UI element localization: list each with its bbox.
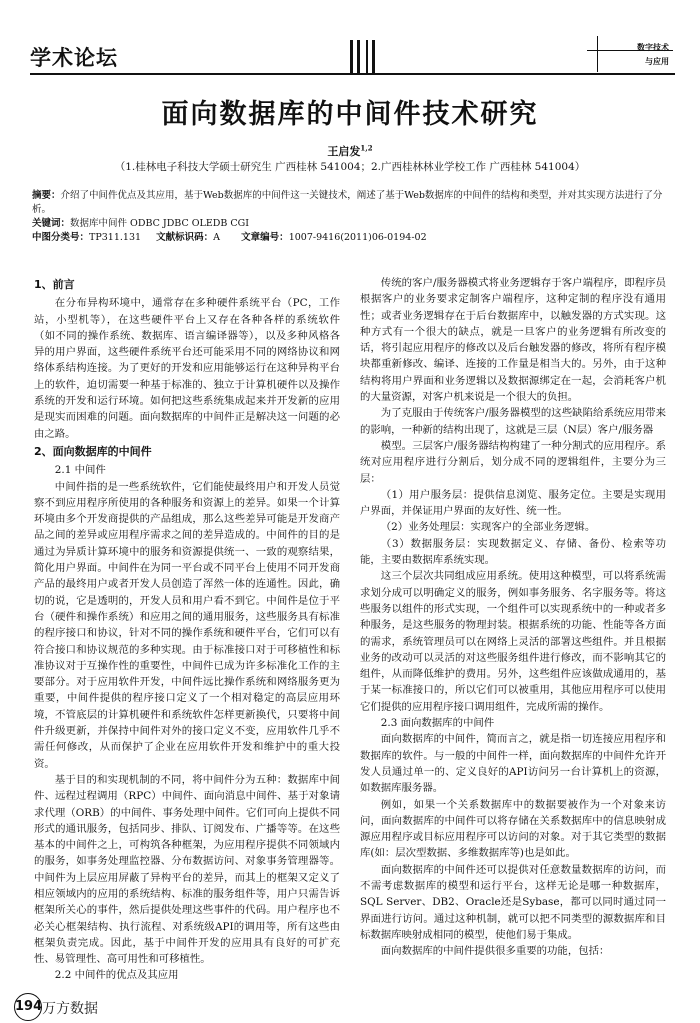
keywords-label: 关键词： (32, 218, 71, 229)
paragraph: 面向数据库的中间件提供很多重要的功能，包括： (380, 945, 610, 958)
author-affil-sup: 1,2 (360, 143, 373, 153)
keywords-text: 数据库中间件 ODBC JDBC OLEDB CGI (70, 218, 250, 229)
subsection-heading: 2.2 中间件的优点及其应用 (54, 969, 179, 982)
logo-line2: 与应用 (645, 57, 669, 66)
page-number: 194 (14, 993, 42, 1021)
paragraph: 在分布异构环境中，通常存在多种硬件系统平台（PC，工作站，小型机等），在这些硬件平台上又存在各种各样的系统软件（如不同的操作系统、数据库、语言编译器等），以及多种风格各异的用户界面，这些硬件系统平台还可能采用不同的网络协议和网络体系结构连接。为了更好的开发和应用能够运行在这种异构平台上的软件，迫切需要一种基于标准的、独立于计算机硬件以及操作系统的开发和运行环境。如何把这些系统集成起来并开发新的应用是现实而困难的问题。面向数据库的中间件正是解决这一问题的必由之路。 (34, 297, 340, 440)
paragraph: 为了克服由于传统客户/服务器模型的这些缺陷给系统应用带来的影响，一种新的结构出现了，这就是三层（N层）客户/服务器 (360, 407, 666, 436)
paragraph: 面向数据库的中间件还可以提供对任意数量数据库的访问，而不需考虑数据库的模型和运行平台，这样无论是哪一种数据库，SQL Server、DB2、Oracle还是Sybase，都可以同时通过同一界面进行访问。通过这种机制，就可以把不同类型的源数据库和目标数据库映射成相同的模型，使他们易于集成。 (360, 863, 666, 941)
logo-line1: 数字技术 (637, 43, 669, 52)
article-label: 文章编号： (241, 232, 289, 243)
paragraph: 基于目的和实现机制的不同，将中间件分为五种：数据库中间件、远程过程调用（RPC）中间件、面向消息中间件、基于对象请求代理（ORB）的中间件、事务处理中间件。它们可向上提供不同形式的通讯服务，包括同步、排队、订阅发布、广播等等。在这些基本的中间件之上，可构筑各种框架，为应用程序提供不同领域内的服务，如事务处理监控器、分布数据访问、对象事务管理器等。中间件为上层应用屏蔽了异构平台的差异，而其上的框架又定义了相应领域内的应用的系统结构、标准的服务组件等，用户只需告诉框架所关心的事件，然后提供处理这些事件的代码。用户程序也不必关心框架结构、执行流程、对系统级API的调用等，所有这些由框架负责完成。因此，基于中间件开发的应用具有良好的可扩充性、易管理性、高可用性和可移植性。 (34, 773, 340, 966)
doc-label: 文献标识码： (156, 232, 214, 243)
paragraph: 这三个层次共同组成应用系统。使用这种模型，可以将系统需求划分成可以明确定义的服务，例如事务服务、名字服务等。将这些服务以组件的形式实现，一个组件可以实现系统中的一种或者多种服务，是这些服务的物理封装。根据系统的功能、性能等各方面的需求，系统管理员可以在网络上灵活的部署这些组件。并且根据业务的改动可以灵活的对这些服务组件进行修改，而不影响其它的组件，从而降低维护的费用。另外，这些组件应该做成通用的，基于某一标准接口的，所以它们可以被重用，其他应用程序可以使用它们提供的应用程序接口调用组件，完成所需的操作。 (360, 570, 666, 713)
journal-logo (587, 36, 675, 74)
paragraph: 面向数据库的中间件，简而言之，就是指一切连接应用程序和数据库的软件。与一般的中间件一样，面向数据库的中间件允许开发人员通过单一的、定义良好的API访问另一台计算机上的资源，如数据库服务器。 (360, 733, 666, 795)
subsection-heading: 2.3 面向数据库的中间件 (380, 717, 495, 730)
article-value: 1007-9416(2011)06-0194-02 (288, 232, 427, 243)
abstract-text: 介绍了中间件优点及其应用，基于Web数据库的中间件这一关键技术，阐述了基于Web数据库的中间件的结构和类型，并对其实现方法进行了分析。 (32, 190, 663, 215)
watermark: 万方数据 (42, 1001, 98, 1017)
paragraph: 模型。三层客户/服务器结构构建了一种分割式的应用程序。系统对应用程序进行分割后，划分成不同的逻辑组件，主要分为三层： (360, 439, 666, 485)
paragraph: 中间件指的是一些系统软件，它们能使最终用户和开发人员觉察不到应用程序所使用的各种服务和资源上的差异。如果一个计算环境由多个开发商提供的产品组成，那么这些差异可能是开发商产品之间的差异或应用程序需求之间的差异造成的。中间件的目的是通过为异质计算环境中的服务和资源提供统一、一致的观察结果，简化用户界面。中间件在为同一平台或不同平台上使用不同开发商产品的最终用户或者开发人员创造了浑然一体的连通性。因此，确切的说，它是透明的，开发人员和用户看不到它。中间件是位于平台（硬件和操作系统）和应用之间的通用服务，这些服务具有标准的程序接口和协议，针对不同的操作系统和硬件平台，它们可以有符合接口和协议规范的多种实现。由于标准接口对于可移植性和标准协议对于互操作性的重要性，中间件已成为许多标准化工作的主要部分。对于应用软件开发，中间件远比操作系统和网络服务更为重要，中间件提供的程序接口定义了一个相对稳定的高层应用环境，不管底层的计算机硬件和系统软件怎样更新换代，只要将中间件升级更新，并保持中间件对外的接口定义不变，应用软件几乎不需任何修改，从而保护了企业在应用软件开发和维护中的重大投资。 (34, 480, 340, 770)
right-column (360, 275, 666, 959)
left-column (34, 275, 340, 984)
list-item: （2）业务处理层：实现客户的全部业务逻辑。 (380, 521, 596, 534)
header-bars-ornament (350, 40, 376, 74)
abstract (32, 189, 672, 217)
keywords (32, 217, 672, 231)
column-label: 学术论坛 (30, 46, 118, 70)
page-header (30, 36, 675, 78)
paper-title: 面向数据库的中间件技术研究 (161, 99, 539, 130)
doc-value: A (213, 232, 221, 243)
author-name: 王启发 (327, 145, 361, 158)
section-heading: 2、面向数据库的中间件 (34, 444, 152, 458)
class-value: TP311.131 (89, 232, 142, 243)
classification-info (32, 231, 672, 245)
paragraph: 传统的客户/服务器模式将业务逻辑存于客户端程序，即程序员根据客户的业务要求定制客户端程序，这种定制的程序没有通用性；或者业务逻辑存在于后台数据库中，以触发器的方式实现。这种方式有一个很大的缺点，就是一旦客户的业务逻辑有所改变的话，将引起应用程序的修改以及后台触发器的修改，将所有程序模块都重新修改、编译、连接的工作量是相当大的。另外，由于这种结构将用户界面和业务逻辑以及数据源绑定在一起，会消耗客户机的大量资源，对客户机来说是一个很大的负担。 (360, 277, 666, 404)
subsection-heading: 2.1 中间件 (54, 464, 106, 477)
paper-affiliation: （1.桂林电子科技大学硕士研究生 广西桂林 541004；2.广西桂林林业学校工作 广西桂林 541004） (114, 161, 586, 173)
list-item: （1）用户服务层：提供信息浏览、服务定位。主要是实现用户界面，并保证用户界面的友好性、统一性。 (360, 488, 666, 518)
class-label: 中图分类号： (32, 232, 90, 243)
abstract-label: 摘要： (32, 190, 61, 201)
header-divider (30, 73, 675, 75)
paragraph: 例如，如果一个关系数据库中的数据要被作为一个对象来访问，面向数据库的中间件可以将存储在关系数据库中的信息映射成源应用程序或目标应用程序可以访问的对象。对于其它类型的数据库(如：层次型数据、多维数据库等)也是如此。 (360, 798, 666, 860)
paper-author (0, 143, 700, 159)
list-item: （3）数据服务层：实现数据定义、存储、备份、检索等功能，主要由数据库系统实现。 (360, 537, 666, 567)
section-heading: 1、前言 (34, 278, 75, 291)
